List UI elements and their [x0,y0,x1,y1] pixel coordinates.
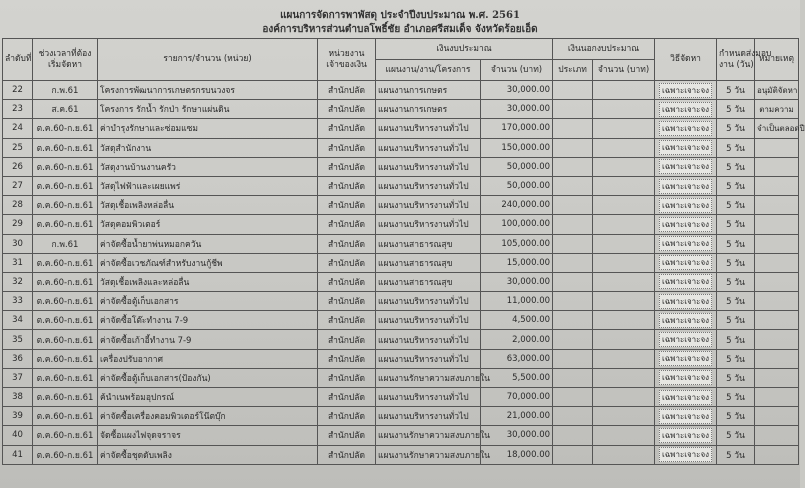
row-plan-cell: แผนงานบริหารงานทั่วไป [376,330,481,349]
row-days-cell: 5 วัน [717,215,755,234]
row-off-type-cell [553,234,593,253]
method-label: เฉพาะเจาะจง [659,140,712,155]
row-amount-cell: 50,000.00 [481,157,553,176]
method-label: เฉพาะเจาะจง [659,121,712,136]
row-note-cell [755,330,799,349]
row-unit-cell: สำนักปลัด [318,157,376,176]
row-off-type-cell [553,119,593,138]
col-off-type-header: ประเภท [553,60,593,81]
row-days-cell: 5 วัน [717,368,755,387]
row-number-cell: 37 [3,368,33,387]
row-days-cell: 5 วัน [717,234,755,253]
row-off-type-cell [553,215,593,234]
row-period-cell: ต.ค.60-ก.ย.61 [33,445,98,464]
row-amount-cell: 30,000.00 [481,100,553,119]
row-days-cell: 5 วัน [717,100,755,119]
row-period-cell: ต.ค.60-ก.ย.61 [33,138,98,157]
row-item-cell: ค่าจัดซื้อตู้เก็บเอกสาร(ป้องกัน) [98,368,318,387]
row-amount-cell: 150,000.00 [481,138,553,157]
row-plan-cell: แผนงานบริหารงานทั่วไป [376,349,481,368]
row-method-cell [655,272,717,291]
row-plan-cell: แผนงานรักษาความสงบภายใน [376,426,481,445]
document-title: แผนการจัดการพาพัสดุ ประจำปีงบประมาณ พ.ศ. 2561 [280,10,520,21]
row-method-cell [655,234,717,253]
col-note-header: หมายเหตุ [755,39,799,81]
row-plan-cell: แผนงานบริหารงานทั่วไป [376,407,481,426]
col-duration-label-b: งาน (วัน) [719,59,754,70]
row-note-cell [755,215,799,234]
row-period-cell: ก.พ.61 [33,81,98,100]
table-row [3,176,799,195]
row-off-type-cell [553,253,593,272]
row-unit-cell: สำนักปลัด [318,138,376,157]
row-off-amount-cell [593,292,655,311]
row-period-cell: ต.ค.60-ก.ย.61 [33,330,98,349]
row-days-cell: 5 วัน [717,81,755,100]
row-amount-cell: 170,000.00 [481,119,553,138]
row-method-cell [655,176,717,195]
row-off-type-cell [553,176,593,195]
row-off-type-cell [553,272,593,291]
row-number-cell: 38 [3,388,33,407]
col-duration-header [717,39,772,81]
row-off-amount-cell [593,138,655,157]
row-number-cell: 23 [3,100,33,119]
row-note-cell [755,368,799,387]
row-note-cell: จำเป็นตลอดปี [755,119,799,138]
table-row [3,292,799,311]
row-days-cell: 5 วัน [717,445,755,464]
row-note-cell: อนุมัติจัดหา [755,81,799,100]
row-amount-cell: 240,000.00 [481,196,553,215]
row-number-cell: 33 [3,292,33,311]
row-plan-cell: แผนงานบริหารงานทั่วไป [376,157,481,176]
row-unit-cell: สำนักปลัด [318,119,376,138]
row-number-cell: 39 [3,407,33,426]
row-days-cell: 5 วัน [717,330,755,349]
row-unit-cell: สำนักปลัด [318,445,376,464]
method-label: เฉพาะเจาะจง [659,313,712,328]
row-off-type-cell [553,388,593,407]
row-plan-cell: แผนงานบริหารงานทั่วไป [376,388,481,407]
row-method-cell [655,81,717,100]
row-note-cell [755,157,799,176]
row-note-cell [755,292,799,311]
table-row [3,157,799,176]
row-days-cell: 5 วัน [717,292,755,311]
row-off-type-cell [553,292,593,311]
row-plan-cell: แผนงานบริหารงานทั่วไป [376,119,481,138]
row-amount-cell: 63,000.00 [481,349,553,368]
row-off-type-cell [553,311,593,330]
row-method-cell [655,100,717,119]
row-unit-cell: สำนักปลัด [318,176,376,195]
table-row [3,253,799,272]
row-off-amount-cell [593,81,655,100]
row-method-cell [655,349,717,368]
row-amount-cell: 15,000.00 [481,253,553,272]
row-note-cell [755,176,799,195]
row-off-amount-cell [593,330,655,349]
row-off-amount-cell [593,272,655,291]
row-item-cell: ค่าจัดซื้อโต๊ะทำงาน 7-9 [98,311,318,330]
row-period-cell: ส.ค.61 [33,100,98,119]
row-unit-cell: สำนักปลัด [318,407,376,426]
row-unit-cell: สำนักปลัด [318,100,376,119]
row-days-cell: 5 วัน [717,119,755,138]
row-method-cell [655,157,717,176]
col-off-amount-header: จำนวน (บาท) [593,60,655,81]
table-row [3,388,799,407]
table-row [3,215,799,234]
row-number-cell: 31 [3,253,33,272]
row-item-cell: ค่าบำรุงรักษาและซ่อมแซม [98,119,318,138]
row-off-amount-cell [593,234,655,253]
row-item-cell: ค้นำเนพร้อมอุปกรณ์ [98,388,318,407]
row-item-cell: ค่าจัดซื้อน้ำยาพ่นหมอกควัน [98,234,318,253]
row-off-type-cell [553,426,593,445]
row-item-cell: ค่าจัดซื้อเวชภัณฑ์สำหรับงานกู้ชีพ [98,253,318,272]
row-method-cell [655,330,717,349]
row-unit-cell: สำนักปลัด [318,234,376,253]
row-plan-cell: แผนงานสาธารณสุข [376,234,481,253]
row-off-amount-cell [593,157,655,176]
row-item-cell: โครงการ รักน้ำ รักป่า รักษาแผ่นดิน [98,100,318,119]
row-plan-cell: แผนงานรักษาความสงบภายใน [376,445,481,464]
table-row [3,119,799,138]
row-plan-cell: แผนงานบริหารงานทั่วไป [376,196,481,215]
row-item-cell: วัสดุงานบ้านงานครัว [98,157,318,176]
row-period-cell: ต.ค.60-ก.ย.61 [33,388,98,407]
row-number-cell: 35 [3,330,33,349]
row-off-type-cell [553,138,593,157]
row-off-amount-cell [593,349,655,368]
row-method-cell [655,445,717,464]
method-label: เฉพาะเจาะจง [659,83,712,98]
table-row [3,349,799,368]
row-off-amount-cell [593,445,655,464]
row-days-cell: 5 วัน [717,196,755,215]
row-plan-cell: แผนงานบริหารงานทั่วไป [376,138,481,157]
col-unit-label-b: เจ้าของเงิน [326,59,367,70]
method-label: เฉพาะเจาะจง [659,179,712,194]
row-off-amount-cell [593,196,655,215]
row-method-cell [655,311,717,330]
table-body [3,81,805,465]
col-budget-header: เงินงบประมาณ [376,39,553,60]
row-amount-cell: 70,000.00 [481,388,553,407]
table-row [3,445,799,464]
row-off-amount-cell [593,368,655,387]
row-days-cell: 5 วัน [717,138,755,157]
table-row [3,196,799,215]
row-unit-cell: สำนักปลัด [318,196,376,215]
row-unit-cell: สำนักปลัด [318,368,376,387]
row-period-cell: ต.ค.60-ก.ย.61 [33,407,98,426]
row-item-cell: วัสดุสำนักงาน [98,138,318,157]
row-off-amount-cell [593,100,655,119]
row-number-cell: 24 [3,119,33,138]
row-note-cell [755,272,799,291]
row-period-cell: ต.ค.60-ก.ย.61 [33,157,98,176]
row-off-type-cell [553,81,593,100]
row-method-cell [655,292,717,311]
row-period-cell: ต.ค.60-ก.ย.61 [33,253,98,272]
row-days-cell: 5 วัน [717,426,755,445]
method-label: เฉพาะเจาะจง [659,409,712,424]
table-row [3,81,799,100]
method-label: เฉพาะเจาะจง [659,294,712,309]
row-days-cell: 5 วัน [717,407,755,426]
method-label: เฉพาะเจาะจง [659,102,712,117]
col-unit-header [318,39,376,81]
row-item-cell: ค่าจัดซื้อเครื่องคอมพิวเตอร์โน๊ตบุ๊ก [98,407,318,426]
col-offbudget-header: เงินนอกงบประมาณ [553,39,655,60]
row-number-cell: 26 [3,157,33,176]
row-note-cell [755,426,799,445]
table-row [3,138,799,157]
row-off-amount-cell [593,388,655,407]
row-method-cell [655,215,717,234]
row-period-cell: ก.พ.61 [33,234,98,253]
row-number-cell: 40 [3,426,33,445]
col-budget-plan-header: แผนงาน/งาน/โครงการ [376,60,481,81]
row-note-cell: ตามความ [755,100,799,119]
row-unit-cell: สำนักปลัด [318,349,376,368]
row-off-amount-cell [593,176,655,195]
row-method-cell [655,138,717,157]
row-amount-cell: 5,500.00 [481,368,553,387]
row-amount-cell: 18,000.00 [481,445,553,464]
col-period-label-b: เริ่มจัดหา [48,59,82,70]
row-plan-cell: แผนงานสาธารณสุข [376,272,481,291]
row-plan-cell: แผนงานการเกษตร [376,100,481,119]
row-amount-cell: 30,000.00 [481,81,553,100]
row-amount-cell: 30,000.00 [481,272,553,291]
row-off-amount-cell [593,426,655,445]
row-number-cell: 28 [3,196,33,215]
method-label: เฉพาะเจาะจง [659,236,712,251]
row-period-cell: ต.ค.60-ก.ย.61 [33,119,98,138]
row-note-cell [755,311,799,330]
table-row [3,272,799,291]
row-plan-cell: แผนงานการเกษตร [376,81,481,100]
header-row-1 [3,39,799,60]
row-number-cell: 25 [3,138,33,157]
table-row [3,234,799,253]
row-plan-cell: แผนงานบริหารงานทั่วไป [376,311,481,330]
col-no-header: ลำดับที่ [3,39,33,81]
row-number-cell: 36 [3,349,33,368]
row-number-cell: 34 [3,311,33,330]
row-note-cell [755,388,799,407]
row-period-cell: ต.ค.60-ก.ย.61 [33,272,98,291]
table-row [3,426,799,445]
row-days-cell: 5 วัน [717,388,755,407]
row-period-cell: ต.ค.60-ก.ย.61 [33,215,98,234]
row-item-cell: วัสดุคอมพิวเตอร์ [98,215,318,234]
row-days-cell: 5 วัน [717,176,755,195]
row-amount-cell: 105,000.00 [481,234,553,253]
row-off-type-cell [553,157,593,176]
row-item-cell: ค่าจัดซื้อตู้เก็บเอกสาร [98,292,318,311]
row-amount-cell: 4,500.00 [481,311,553,330]
table-row [3,311,799,330]
row-plan-cell: แผนงานสาธารณสุข [376,253,481,272]
row-period-cell: ต.ค.60-ก.ย.61 [33,311,98,330]
method-label: เฉพาะเจาะจง [659,274,712,289]
row-note-cell [755,253,799,272]
row-item-cell: จัดซื้อแผงไฟจุดจราจร [98,426,318,445]
table-row [3,100,799,119]
row-off-type-cell [553,100,593,119]
row-item-cell: เครื่องปรับอากาศ [98,349,318,368]
row-unit-cell: สำนักปลัด [318,311,376,330]
method-label: เฉพาะเจาะจง [659,332,712,347]
row-unit-cell: สำนักปลัด [318,330,376,349]
row-item-cell: ค่าจัดซื้อเก้าอี้ทำงาน 7-9 [98,330,318,349]
row-method-cell [655,426,717,445]
row-amount-cell: 50,000.00 [481,176,553,195]
row-method-cell [655,119,717,138]
method-label: เฉพาะเจาะจง [659,370,712,385]
row-method-cell [655,368,717,387]
row-note-cell [755,196,799,215]
row-method-cell [655,388,717,407]
row-amount-cell: 2,000.00 [481,330,553,349]
row-item-cell: ค่าจัดซื้อชุดดับเพลิง [98,445,318,464]
row-off-type-cell [553,368,593,387]
row-number-cell: 27 [3,176,33,195]
row-unit-cell: สำนักปลัด [318,272,376,291]
row-off-amount-cell [593,407,655,426]
row-off-amount-cell [593,119,655,138]
row-item-cell: โครงการพัฒนาการเกษตรกรบนวงจร [98,81,318,100]
table-row [3,407,799,426]
row-period-cell: ต.ค.60-ก.ย.61 [33,426,98,445]
method-label: เฉพาะเจาะจง [659,390,712,405]
row-unit-cell: สำนักปลัด [318,215,376,234]
row-item-cell: วัสดุเชื้อเพลิงและหล่อลื่น [98,272,318,291]
row-days-cell: 5 วัน [717,157,755,176]
row-method-cell [655,253,717,272]
row-number-cell: 29 [3,215,33,234]
method-label: เฉพาะเจาะจง [659,198,712,213]
row-method-cell [655,196,717,215]
row-period-cell: ต.ค.60-ก.ย.61 [33,292,98,311]
row-days-cell: 5 วัน [717,253,755,272]
col-period-label-a: ช่วงเวลาที่ต้อง [38,48,92,59]
row-number-cell: 41 [3,445,33,464]
row-days-cell: 5 วัน [717,311,755,330]
col-method-header: วิธีจัดหา [655,39,717,81]
row-number-cell: 22 [3,81,33,100]
row-plan-cell: แผนงานบริหารงานทั่วไป [376,215,481,234]
row-off-type-cell [553,349,593,368]
row-off-type-cell [553,330,593,349]
row-unit-cell: สำนักปลัด [318,388,376,407]
method-label: เฉพาะเจาะจง [659,255,712,270]
row-note-cell [755,234,799,253]
row-amount-cell: 11,000.00 [481,292,553,311]
table-row [3,368,799,387]
row-unit-cell: สำนักปลัด [318,253,376,272]
row-off-type-cell [553,407,593,426]
row-amount-cell: 30,000.00 [481,426,553,445]
row-note-cell [755,349,799,368]
method-label: เฉพาะเจาะจง [659,447,712,462]
method-label: เฉพาะเจาะจง [659,351,712,366]
method-label: เฉพาะเจาะจง [659,159,712,174]
row-number-cell: 32 [3,272,33,291]
row-note-cell [755,407,799,426]
row-number-cell: 30 [3,234,33,253]
row-period-cell: ต.ค.60-ก.ย.61 [33,196,98,215]
row-off-amount-cell [593,311,655,330]
row-off-amount-cell [593,253,655,272]
document-subtitle: องค์การบริหารส่วนตำบลโพธิ์ชัย อำเภอศรีสมเด็จ จังหวัดร้อยเอ็ด [262,24,538,35]
col-budget-amount-header: จำนวน (บาท) [481,60,553,81]
row-plan-cell: แผนงานบริหารงานทั่วไป [376,292,481,311]
col-duration-label-a: กำหนดส่งมอบ [719,48,772,59]
row-unit-cell: สำนักปลัด [318,81,376,100]
table-row [3,330,799,349]
row-period-cell: ต.ค.60-ก.ย.61 [33,176,98,195]
row-off-amount-cell [593,215,655,234]
row-off-type-cell [553,445,593,464]
method-label: เฉพาะเจาะจง [659,428,712,443]
row-plan-cell: แผนงานรักษาความสงบภายใน [376,368,481,387]
row-note-cell [755,138,799,157]
col-unit-label-a: หน่วยงาน [328,48,365,59]
row-method-cell [655,407,717,426]
row-amount-cell: 100,000.00 [481,215,553,234]
row-amount-cell: 21,000.00 [481,407,553,426]
row-days-cell: 5 วัน [717,272,755,291]
row-period-cell: ต.ค.60-ก.ย.61 [33,349,98,368]
row-note-cell [755,445,799,464]
row-days-cell: 5 วัน [717,349,755,368]
row-item-cell: วัสดุเชื้อเพลิงหล่อลื่น [98,196,318,215]
row-plan-cell: แผนงานบริหารงานทั่วไป [376,176,481,195]
method-label: เฉพาะเจาะจง [659,217,712,232]
row-off-type-cell [553,196,593,215]
row-period-cell: ต.ค.60-ก.ย.61 [33,368,98,387]
row-unit-cell: สำนักปลัด [318,292,376,311]
col-period-header [33,39,98,81]
row-item-cell: วัสดุไฟฟ้าและเผยแพร่ [98,176,318,195]
procurement-plan-table [2,38,805,465]
col-item-header: รายการ/จำนวน (หน่วย) [98,39,318,81]
row-unit-cell: สำนักปลัด [318,426,376,445]
